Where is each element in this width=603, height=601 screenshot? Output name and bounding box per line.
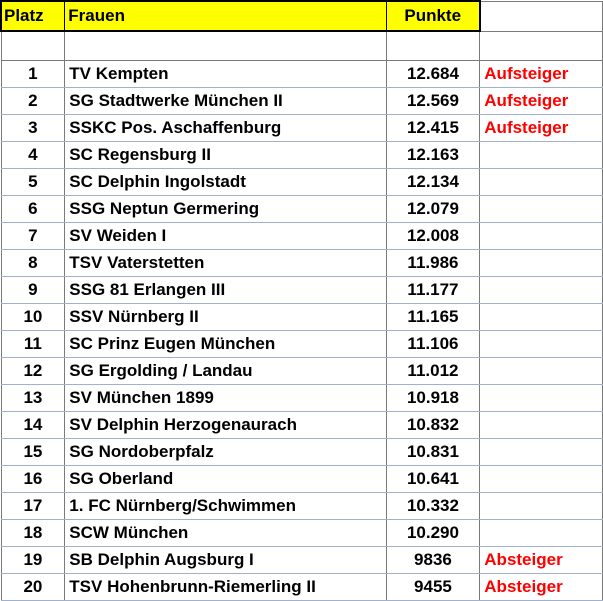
team-cell: TSV Hohenbrunn-Riemerling II <box>65 574 386 601</box>
team-cell: SV Weiden I <box>65 223 386 250</box>
rank-cell: 1 <box>1 61 65 88</box>
status-cell: Absteiger <box>480 547 603 574</box>
status-cell: Absteiger <box>480 574 603 601</box>
rank-cell: 18 <box>1 520 65 547</box>
rank-cell: 5 <box>1 169 65 196</box>
table-row <box>1 466 603 493</box>
team-cell: SG Nordoberpfalz <box>65 439 386 466</box>
points-cell: 10.290 <box>386 520 480 547</box>
team-cell: SCW München <box>65 520 386 547</box>
table-row <box>1 493 603 520</box>
points-cell: 9455 <box>386 574 480 601</box>
status-cell <box>480 520 603 547</box>
table-row <box>1 385 603 412</box>
points-cell: 12.079 <box>386 196 480 223</box>
table-row <box>1 574 603 601</box>
table-row <box>1 196 603 223</box>
table-row <box>1 88 603 115</box>
team-cell: SC Delphin Ingolstadt <box>65 169 386 196</box>
rank-cell: 8 <box>1 250 65 277</box>
rank-cell: 3 <box>1 115 65 142</box>
rank-cell: 7 <box>1 223 65 250</box>
header-blank-cell <box>480 1 603 31</box>
status-cell <box>480 277 603 304</box>
points-cell: 11.012 <box>386 358 480 385</box>
points-cell: 10.918 <box>386 385 480 412</box>
team-cell: SC Prinz Eugen München <box>65 331 386 358</box>
status-cell <box>480 466 603 493</box>
rank-cell: 13 <box>1 385 65 412</box>
table-row <box>1 142 603 169</box>
points-cell: 12.008 <box>386 223 480 250</box>
status-cell <box>480 331 603 358</box>
table-row <box>1 304 603 331</box>
table-row <box>1 169 603 196</box>
rank-cell: 14 <box>1 412 65 439</box>
table-row <box>1 439 603 466</box>
rank-cell: 20 <box>1 574 65 601</box>
team-cell: SG Ergolding / Landau <box>65 358 386 385</box>
points-cell: 10.332 <box>386 493 480 520</box>
status-cell: Aufsteiger <box>480 88 603 115</box>
points-cell: 10.641 <box>386 466 480 493</box>
points-cell: 11.986 <box>386 250 480 277</box>
status-cell <box>480 358 603 385</box>
rank-cell: 16 <box>1 466 65 493</box>
table-row <box>1 547 603 574</box>
empty-cell <box>65 31 386 61</box>
rank-cell: 6 <box>1 196 65 223</box>
team-cell: SV Delphin Herzogenaurach <box>65 412 386 439</box>
points-cell: 10.832 <box>386 412 480 439</box>
points-cell: 12.684 <box>386 61 480 88</box>
status-cell <box>480 169 603 196</box>
team-cell: SB Delphin Augsburg I <box>65 547 386 574</box>
status-cell <box>480 142 603 169</box>
rank-cell: 9 <box>1 277 65 304</box>
rank-cell: 12 <box>1 358 65 385</box>
status-cell: Aufsteiger <box>480 115 603 142</box>
spacer-row <box>1 31 603 61</box>
table-row <box>1 115 603 142</box>
rank-cell: 11 <box>1 331 65 358</box>
team-cell: SG Stadtwerke München II <box>65 88 386 115</box>
status-cell <box>480 439 603 466</box>
table-row <box>1 223 603 250</box>
empty-cell <box>1 31 65 61</box>
points-cell: 11.165 <box>386 304 480 331</box>
points-cell: 12.134 <box>386 169 480 196</box>
points-cell: 12.415 <box>386 115 480 142</box>
header-team-cell: Frauen <box>65 1 386 31</box>
team-cell: SSV Nürnberg II <box>65 304 386 331</box>
team-cell: SV München 1899 <box>65 385 386 412</box>
table-row <box>1 61 603 88</box>
team-cell: TSV Vaterstetten <box>65 250 386 277</box>
table-row <box>1 250 603 277</box>
table-row <box>1 358 603 385</box>
status-cell <box>480 196 603 223</box>
status-cell <box>480 250 603 277</box>
empty-cell <box>480 31 603 61</box>
table-row <box>1 520 603 547</box>
status-cell <box>480 493 603 520</box>
rank-cell: 4 <box>1 142 65 169</box>
rank-cell: 15 <box>1 439 65 466</box>
team-cell: SSG 81 Erlangen III <box>65 277 386 304</box>
team-cell: SC Regensburg II <box>65 142 386 169</box>
team-cell: SSKC Pos. Aschaffenburg <box>65 115 386 142</box>
points-cell: 11.177 <box>386 277 480 304</box>
points-cell: 12.163 <box>386 142 480 169</box>
status-cell <box>480 223 603 250</box>
header-rank-cell: Platz <box>1 1 65 31</box>
rank-cell: 17 <box>1 493 65 520</box>
points-cell: 9836 <box>386 547 480 574</box>
table-row <box>1 412 603 439</box>
header-points-cell: Punkte <box>386 1 480 31</box>
rank-cell: 19 <box>1 547 65 574</box>
points-cell: 12.569 <box>386 88 480 115</box>
table-row <box>1 277 603 304</box>
points-cell: 11.106 <box>386 331 480 358</box>
status-cell: Aufsteiger <box>480 61 603 88</box>
team-cell: TV Kempten <box>65 61 386 88</box>
status-cell <box>480 304 603 331</box>
status-cell <box>480 412 603 439</box>
team-cell: 1. FC Nürnberg/Schwimmen <box>65 493 386 520</box>
rank-cell: 2 <box>1 88 65 115</box>
points-cell: 10.831 <box>386 439 480 466</box>
team-cell: SG Oberland <box>65 466 386 493</box>
status-cell <box>480 385 603 412</box>
empty-cell <box>386 31 480 61</box>
team-cell: SSG Neptun Germering <box>65 196 386 223</box>
header-row <box>1 1 603 31</box>
rank-cell: 10 <box>1 304 65 331</box>
table-row <box>1 331 603 358</box>
